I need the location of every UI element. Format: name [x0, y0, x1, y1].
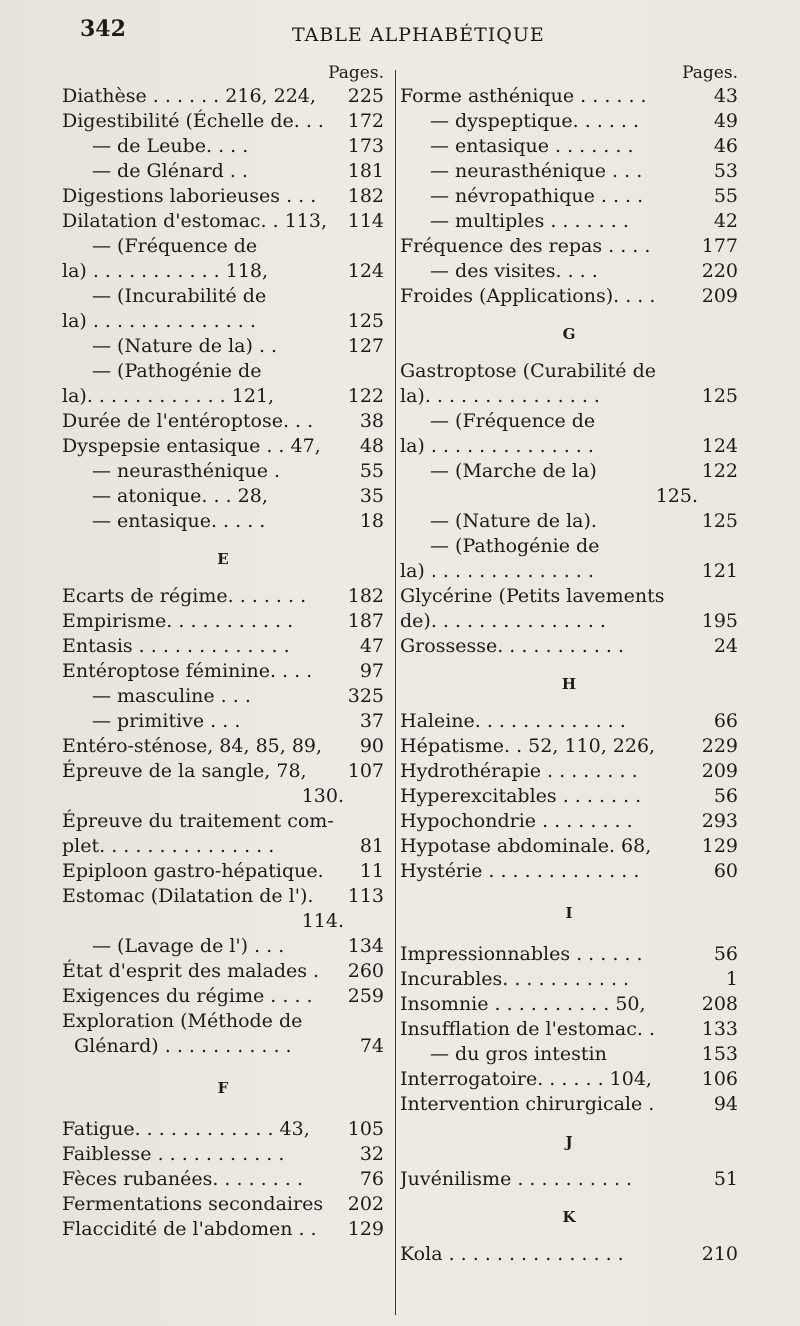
index-entry: [400, 942, 738, 967]
index-entry-term: Épreuve du traitement com-: [62, 810, 334, 832]
right-entries: [400, 84, 738, 1267]
index-entry-page: 260: [347, 960, 384, 982]
index-entry: [62, 909, 384, 934]
index-entry-term: — neurasthénique . . .: [430, 160, 643, 182]
index-entry-page: 55: [713, 185, 738, 207]
index-entry: [62, 284, 384, 309]
index-entry: [62, 609, 384, 634]
index-entry-page: 325: [347, 685, 384, 707]
index-entry-term: — (Pathogénie de: [430, 535, 600, 557]
index-entry-page: 35: [359, 485, 384, 507]
index-entry: [62, 84, 384, 109]
index-entry-page: 202: [347, 1193, 384, 1215]
index-entry: [400, 1042, 738, 1067]
index-entry-term: Empirisme. . . . . . . . . . .: [62, 610, 294, 632]
index-entry: [62, 359, 384, 384]
index-entry: [400, 359, 738, 384]
index-entry: [400, 1242, 738, 1267]
index-entry-term: — de Leube. . . .: [92, 135, 249, 157]
index-entry: [62, 784, 384, 809]
index-entry: [62, 234, 384, 259]
index-entry: [400, 234, 738, 259]
index-entry: [400, 1092, 738, 1117]
index-entry-term: Insomnie . . . . . . . . . . 50,: [400, 993, 646, 1015]
index-entry-term: Ecarts de régime. . . . . . .: [62, 585, 307, 607]
index-entry-term: Juvénilisme . . . . . . . . . .: [400, 1168, 633, 1190]
index-entry-term: Epiploon gastro-hépatique.: [62, 860, 324, 882]
index-entry-term: — (Fréquence de: [92, 235, 258, 257]
index-entry: [62, 1034, 384, 1059]
index-entry-page: 134: [347, 935, 384, 957]
index-entry-page: 114: [347, 210, 384, 232]
index-entry-page: 122: [701, 460, 738, 482]
index-entry: [400, 409, 738, 434]
index-entry-page: 107: [347, 760, 384, 782]
index-entry: [62, 859, 384, 884]
index-entry-page: 209: [701, 760, 738, 782]
index-entry: [400, 784, 738, 809]
index-entry-term: Kola . . . . . . . . . . . . . . .: [400, 1243, 624, 1265]
index-entry-page: 153: [701, 1043, 738, 1065]
index-entry-term: Fatigue. . . . . . . . . . . . 43,: [62, 1118, 310, 1140]
index-entry-term: — neurasthénique .: [92, 460, 281, 482]
index-entry: [400, 759, 738, 784]
index-entry-term: — entasique. . . . .: [92, 510, 266, 532]
index-entry: [400, 209, 738, 234]
index-entry-term: — masculine . . .: [92, 685, 251, 707]
index-entry-term: — primitive . . .: [92, 710, 241, 732]
index-entry-term: Fèces rubanées. . . . . . . .: [62, 1168, 303, 1190]
index-entry-page: 129: [347, 1218, 384, 1240]
index-entry: [62, 259, 384, 284]
index-entry-page: 182: [347, 185, 384, 207]
section-letter: F: [217, 1079, 229, 1097]
index-entry-term: Insufflation de l'estomac. .: [400, 1018, 655, 1040]
index-entry-page: 47: [359, 635, 384, 657]
index-entry-page: 125: [701, 510, 738, 532]
index-entry-term: Faiblesse . . . . . . . . . . .: [62, 1143, 285, 1165]
index-entry: [400, 459, 738, 484]
index-entry-term: la) . . . . . . . . . . . . . .: [62, 310, 256, 332]
index-entry: [62, 484, 384, 509]
index-column-left: [62, 62, 384, 1242]
index-entry: [400, 859, 738, 884]
index-entry-term: Haleine. . . . . . . . . . . . .: [400, 710, 626, 732]
index-entry-page: 43: [713, 85, 738, 107]
index-entry-page: 121: [701, 560, 738, 582]
index-entry: [400, 259, 738, 284]
index-entry-term: Estomac (Dilatation de l').: [62, 885, 314, 907]
index-entry-page: 210: [701, 1243, 738, 1265]
index-entry-page: 11: [359, 860, 384, 882]
index-entry-term: Grossesse. . . . . . . . . . .: [400, 635, 625, 657]
index-entry-page: 37: [359, 710, 384, 732]
index-entry: [62, 309, 384, 334]
index-entry: [400, 1167, 738, 1192]
index-entry-page: 74: [359, 1035, 384, 1057]
index-entry-term: Durée de l'entéroptose. . .: [62, 410, 314, 432]
index-entry: [400, 834, 738, 859]
index-entry: [400, 509, 738, 534]
index-entry-term: Hystérie . . . . . . . . . . . . .: [400, 860, 640, 882]
index-entry-term: — du gros intestin: [430, 1043, 607, 1065]
index-entry-term: Diathèse . . . . . . 216, 224,: [62, 85, 316, 107]
index-entry-page: 38: [359, 410, 384, 432]
index-entry: [62, 734, 384, 759]
index-column-right: [400, 62, 738, 1267]
index-entry: [62, 509, 384, 534]
index-entry: [400, 1067, 738, 1092]
index-entry: [62, 959, 384, 984]
section-letter: E: [217, 550, 229, 568]
index-entry-page: 90: [359, 735, 384, 757]
index-entry-term: — (Fréquence de: [430, 410, 596, 432]
index-entry-term: Froides (Applications). . . .: [400, 285, 656, 307]
index-entry: [400, 134, 738, 159]
index-entry-term: 125.: [655, 485, 698, 507]
index-entry: [62, 409, 384, 434]
index-entry-term: Hyperexcitables . . . . . . .: [400, 785, 642, 807]
index-entry: [400, 434, 738, 459]
index-entry-term: Glycérine (Petits lavements: [400, 585, 665, 607]
index-entry-page: 51: [713, 1168, 738, 1190]
index-entry-page: 208: [701, 993, 738, 1015]
section-letter: K: [562, 1208, 576, 1226]
index-entry-term: Incurables. . . . . . . . . . .: [400, 968, 630, 990]
index-entry-term: Hydrothérapie . . . . . . . .: [400, 760, 638, 782]
column-divider: [395, 70, 396, 1315]
running-title: TABLE ALPHABÉTIQUE: [292, 24, 545, 46]
index-entry-term: Fréquence des repas . . . .: [400, 235, 651, 257]
index-entry-page: 124: [701, 435, 738, 457]
pages-heading-right: Pages.: [682, 63, 738, 83]
index-entry-page: 113: [347, 885, 384, 907]
index-entry-page: 48: [359, 435, 384, 457]
section-letter: J: [565, 1133, 573, 1151]
index-entry-term: — névropathique . . . .: [430, 185, 644, 207]
index-entry-term: — multiples . . . . . . .: [430, 210, 629, 232]
index-entry-term: — (Incurabilité de: [92, 285, 267, 307]
index-entry-term: Entasis . . . . . . . . . . . . .: [62, 635, 290, 657]
index-entry: [62, 934, 384, 959]
index-entry-page: 24: [713, 635, 738, 657]
index-entry-page: 122: [347, 385, 384, 407]
index-entry: [62, 334, 384, 359]
index-entry-term: Digestibilité (Échelle de. . .: [62, 110, 324, 132]
index-entry: [400, 109, 738, 134]
index-entry-term: Épreuve de la sangle, 78,: [62, 760, 307, 782]
index-entry: [62, 834, 384, 859]
index-entry: [62, 634, 384, 659]
section-letter: G: [562, 325, 576, 343]
index-entry: [62, 809, 384, 834]
index-entry: [62, 109, 384, 134]
index-entry-term: Hypotase abdominale. 68,: [400, 835, 652, 857]
index-entry: [62, 159, 384, 184]
index-entry-page: 133: [701, 1018, 738, 1040]
index-entry-term: — des visites. . . .: [430, 260, 598, 282]
index-entry: [62, 184, 384, 209]
index-entry-page: 97: [359, 660, 384, 682]
index-entry-term: — entasique . . . . . . .: [430, 135, 634, 157]
index-entry-page: 42: [713, 210, 738, 232]
index-entry: [62, 1009, 384, 1034]
index-entry-term: plet. . . . . . . . . . . . . . .: [62, 835, 275, 857]
index-entry-page: 229: [701, 735, 738, 757]
index-entry: [400, 384, 738, 409]
section-letter: H: [561, 675, 577, 693]
index-entry-page: 124: [347, 260, 384, 282]
index-entry: [62, 1217, 384, 1242]
index-entry-term: Fermentations secondaires: [62, 1193, 324, 1215]
index-entry-page: 81: [359, 835, 384, 857]
index-entry: [400, 609, 738, 634]
index-entry-term: Glénard) . . . . . . . . . . .: [74, 1035, 292, 1057]
index-entry-term: Dilatation d'estomac. . 113,: [62, 210, 328, 232]
index-entry: [62, 659, 384, 684]
index-entry-page: 18: [359, 510, 384, 532]
index-entry-term: Exploration (Méthode de: [62, 1010, 303, 1032]
index-entry: [400, 284, 738, 309]
index-entry-term: Interrogatoire. . . . . . 104,: [400, 1068, 652, 1090]
index-entry-page: 105: [347, 1118, 384, 1140]
index-entry-term: Hypochondrie . . . . . . . .: [400, 810, 633, 832]
section-letter: I: [565, 904, 573, 922]
index-entry-page: 259: [347, 985, 384, 1007]
index-entry: [62, 134, 384, 159]
left-entries: [62, 84, 384, 1242]
index-entry: [62, 459, 384, 484]
index-entry-page: 182: [347, 585, 384, 607]
index-entry-term: Gastroptose (Curabilité de: [400, 360, 656, 382]
index-entry: [400, 84, 738, 109]
index-entry-page: 1: [725, 968, 738, 990]
index-entry-page: 106: [701, 1068, 738, 1090]
index-entry-page: 55: [359, 460, 384, 482]
index-entry: [400, 559, 738, 584]
index-entry-page: 177: [701, 235, 738, 257]
index-entry-term: — dyspeptique. . . . . .: [430, 110, 640, 132]
index-entry-term: Impressionnables . . . . . .: [400, 943, 643, 965]
index-entry-term: Digestions laborieuses . . .: [62, 185, 317, 207]
index-entry-page: 66: [713, 710, 738, 732]
index-entry-term: — (Marche de la): [430, 460, 597, 482]
pages-heading-left: Pages.: [328, 63, 384, 83]
index-entry-term: 130.: [301, 785, 344, 807]
page-number: 342: [80, 16, 126, 42]
index-entry: [62, 434, 384, 459]
index-entry-page: 94: [713, 1093, 738, 1115]
index-entry: [62, 1167, 384, 1192]
index-entry-term: Dyspepsie entasique . . 47,: [62, 435, 321, 457]
index-entry: [62, 209, 384, 234]
index-entry-page: 76: [359, 1168, 384, 1190]
index-entry: [400, 584, 738, 609]
index-entry-page: 46: [713, 135, 738, 157]
index-entry-term: — de Glénard . .: [92, 160, 248, 182]
index-entry-term: Forme asthénique . . . . . .: [400, 85, 647, 107]
index-entry-term: 114.: [301, 910, 344, 932]
index-entry-term: Flaccidité de l'abdomen . .: [62, 1218, 317, 1240]
index-entry-term: — (Nature de la) . .: [92, 335, 278, 357]
index-entry-page: 127: [347, 335, 384, 357]
index-entry-page: 56: [713, 943, 738, 965]
index-entry: [62, 984, 384, 1009]
index-entry-page: 125: [347, 310, 384, 332]
index-entry-page: 172: [347, 110, 384, 132]
index-entry-page: 56: [713, 785, 738, 807]
index-entry-page: 49: [713, 110, 738, 132]
index-entry-term: — (Lavage de l') . . .: [92, 935, 285, 957]
index-entry: [62, 384, 384, 409]
index-entry: [400, 184, 738, 209]
index-entry-term: — (Pathogénie de: [92, 360, 262, 382]
index-entry: [62, 584, 384, 609]
index-entry: [62, 1117, 384, 1142]
index-entry-term: Hépatisme. . 52, 110, 226,: [400, 735, 656, 757]
index-entry-page: 129: [701, 835, 738, 857]
index-entry: [400, 967, 738, 992]
index-entry-page: 187: [347, 610, 384, 632]
index-entry-term: la) . . . . . . . . . . . 118,: [62, 260, 269, 282]
index-entry-term: Intervention chirurgicale .: [400, 1093, 655, 1115]
index-entry-page: 195: [701, 610, 738, 632]
index-entry: [400, 709, 738, 734]
index-entry: [400, 159, 738, 184]
index-entry-term: Exigences du régime . . . .: [62, 985, 313, 1007]
index-entry-page: 125: [701, 385, 738, 407]
index-entry-term: Entéroptose féminine. . . .: [62, 660, 313, 682]
index-entry-page: 53: [713, 160, 738, 182]
index-entry: [400, 992, 738, 1017]
index-entry-page: 181: [347, 160, 384, 182]
index-entry-page: 173: [347, 135, 384, 157]
index-entry-page: 209: [701, 285, 738, 307]
index-entry: [400, 534, 738, 559]
index-entry-page: 293: [701, 810, 738, 832]
index-entry-term: la) . . . . . . . . . . . . . .: [400, 435, 594, 457]
index-entry: [400, 484, 738, 509]
index-entry: [62, 759, 384, 784]
index-entry: [62, 709, 384, 734]
index-entry-term: — atonique. . . 28,: [92, 485, 268, 507]
index-entry-term: de). . . . . . . . . . . . . . .: [400, 610, 606, 632]
index-entry: [400, 734, 738, 759]
index-entry: [62, 884, 384, 909]
index-entry-term: la). . . . . . . . . . . . 121,: [62, 385, 275, 407]
index-entry-term: la) . . . . . . . . . . . . . .: [400, 560, 594, 582]
index-entry-page: 32: [359, 1143, 384, 1165]
index-entry: [400, 1017, 738, 1042]
index-entry-term: — (Nature de la).: [430, 510, 597, 532]
index-entry-page: 60: [713, 860, 738, 882]
index-entry: [400, 809, 738, 834]
index-entry: [62, 1192, 384, 1217]
index-entry-page: 220: [701, 260, 738, 282]
index-entry-term: la). . . . . . . . . . . . . . .: [400, 385, 600, 407]
index-entry-term: État d'esprit des malades .: [62, 960, 320, 982]
index-entry: [400, 634, 738, 659]
index-entry-term: Entéro-sténose, 84, 85, 89,: [62, 735, 323, 757]
index-entry: [62, 684, 384, 709]
index-entry: [62, 1142, 384, 1167]
index-entry-page: 225: [347, 85, 384, 107]
